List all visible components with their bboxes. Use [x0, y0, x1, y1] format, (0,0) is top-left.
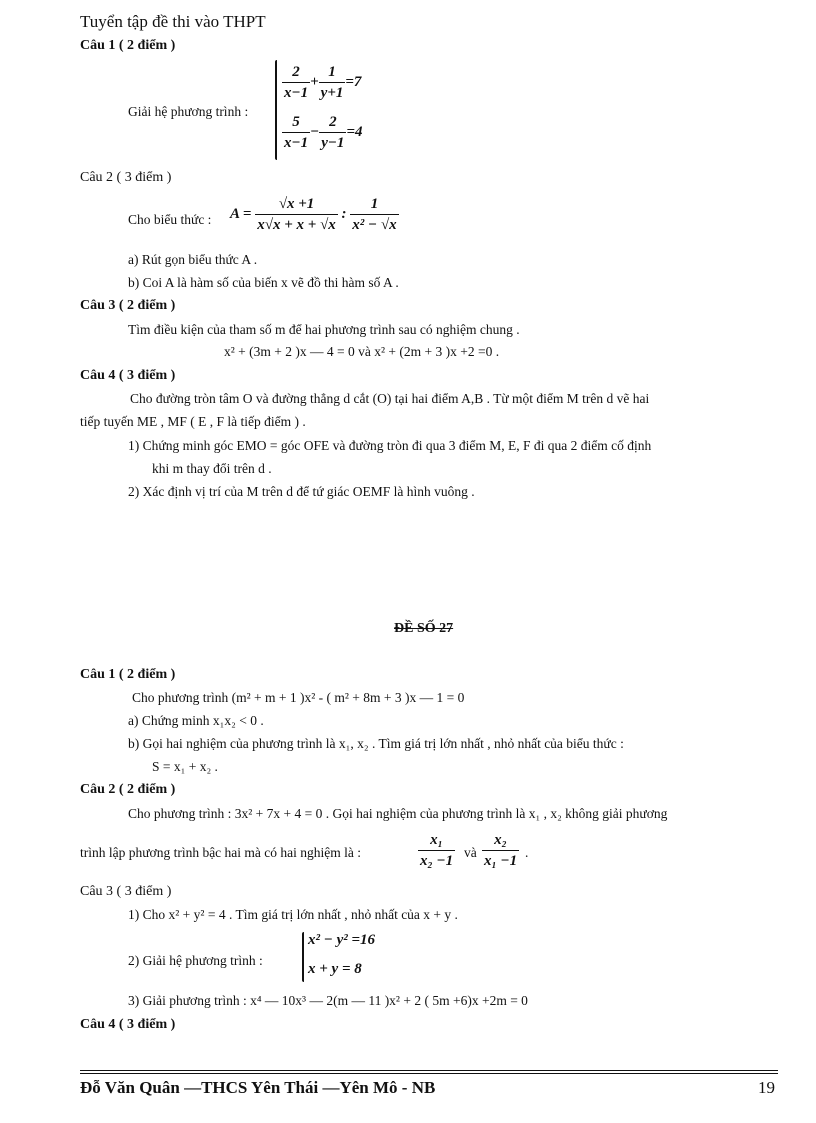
- p1-q4-line2: tiếp tuyến ME , MF ( E , F là tiếp điểm ) .: [80, 414, 306, 429]
- system-brace: [275, 60, 277, 160]
- p1-q4-item-1-cont: khi m thay đổi trên d .: [152, 461, 272, 476]
- p1-q1-eq1: $\frac{2}{x-1}$ + $\frac{1}{y+1}$ =7: [284, 64, 362, 101]
- p2-q3-item-2: 2) Giải hệ phương trình :: [128, 953, 263, 968]
- p1-q2-intro: Cho biểu thức :: [128, 212, 212, 227]
- p2-q1-item-b-cont: S = x₁ + x₂ .: [152, 759, 218, 774]
- p1-q2-item-a: a) Rút gọn biểu thức A .: [128, 252, 258, 267]
- p2-q3-label: Câu 3 ( 3 điểm ): [80, 884, 172, 899]
- p1-q4-label: Câu 4 ( 3 điểm ): [80, 368, 176, 383]
- footer-author: Đỗ Văn Quân —THCS Yên Thái —Yên Mô - NB: [80, 1078, 436, 1097]
- p2-q2-fraction-2: $\frac{\text{x₂}}{\text{x₁ −1}}$: [484, 832, 518, 869]
- footer-rule-bottom: [80, 1073, 778, 1074]
- p1-q3-label: Câu 3 ( 2 điểm ): [80, 298, 176, 313]
- p1-q3-line2: x² + (3m + 2 )x — 4 = 0 và x² + (2m + 3 )x +2 =0 .: [224, 344, 500, 359]
- header-title: Tuyển tập đề thi vào THPT: [80, 12, 266, 31]
- page-number: 19: [758, 1078, 775, 1097]
- p2-q3-item-3: 3) Giải phương trình : x⁴ — 10x³ — 2(m — 11 )x² + 2 ( 5m +6)x +2m = 0: [128, 993, 528, 1008]
- exam-title: ĐỀ SỐ 27: [394, 621, 454, 636]
- p2-q2-end: .: [525, 845, 529, 860]
- p2-q3-sys-eq1: x² − y² =16: [308, 932, 376, 948]
- p2-q2-line1: Cho phương trình : 3x² + 7x + 4 = 0 . Gọi hai nghiệm của phương trình là x₁ , x₂ không giải phương: [128, 806, 668, 821]
- p1-q4-line1: Cho đường tròn tâm O và đường thẳng d cắt (O) tại hai điểm A,B . Từ một điểm M trên d vẽ hai: [130, 391, 650, 406]
- p2-q4-label: Câu 4 ( 3 điểm ): [80, 1017, 176, 1032]
- p2-q1-label: Câu 1 ( 2 điểm ): [80, 667, 176, 682]
- p1-q2-label: Câu 2 ( 3 điểm ): [80, 170, 172, 185]
- p2-q1-item-b: b) Gọi hai nghiệm của phương trình là x₁, x₂ . Tìm giá trị lớn nhất , nhỏ nhất của biểu thức :: [128, 736, 624, 751]
- p2-q2-label: Câu 2 ( 2 điểm ): [80, 782, 176, 797]
- p2-q2-fraction-1: $\frac{\text{x₁}}{\text{x₂ −1}}$: [420, 832, 454, 869]
- p1-q2-item-b: b) Coi A là hàm số của biến x vẽ đồ thi hàm số A .: [128, 275, 399, 290]
- p1-q2-expression: A = $\frac{√x +1}{x√x + x + √x}$ : $\frac{1}{\text{x² − √x}}$: [230, 196, 397, 233]
- p2-q2-line2: trình lập phương trình bậc hai mà có hai nghiệm là :: [80, 845, 362, 860]
- p1-q3-line1: Tìm điều kiện của tham số m để hai phương trình sau có nghiệm chung .: [128, 322, 520, 337]
- p2-q2-and: và: [464, 845, 477, 860]
- p1-q1-eq2: $\frac{5}{x-1}$ − $\frac{2}{y-1}$ =4: [284, 114, 363, 151]
- p1-q1-label: Câu 1 ( 2 điểm ): [80, 38, 176, 53]
- p2-q3-sys-eq2: x + y = 8: [308, 961, 362, 977]
- footer-rule-top: [80, 1070, 778, 1071]
- p2-q1-line1: Cho phương trình (m² + m + 1 )x² - ( m² + 8m + 3 )x — 1 = 0: [132, 690, 465, 705]
- system-brace-2: [302, 932, 304, 982]
- p1-q1-intro: Giải hệ phương trình :: [128, 104, 249, 119]
- p1-q4-item-1: 1) Chứng minh góc EMO = góc OFE và đường tròn đi qua 3 điểm M, E, F đi qua 2 điểm cố định: [128, 438, 652, 453]
- p2-q3-item-1: 1) Cho x² + y² = 4 . Tìm giá trị lớn nhất , nhỏ nhất của x + y .: [128, 907, 458, 922]
- p1-q4-item-2: 2) Xác định vị trí của M trên d để tứ giác OEMF là hình vuông .: [128, 484, 475, 499]
- p2-q1-item-a: a) Chứng minh x₁x₂ < 0 .: [128, 713, 264, 728]
